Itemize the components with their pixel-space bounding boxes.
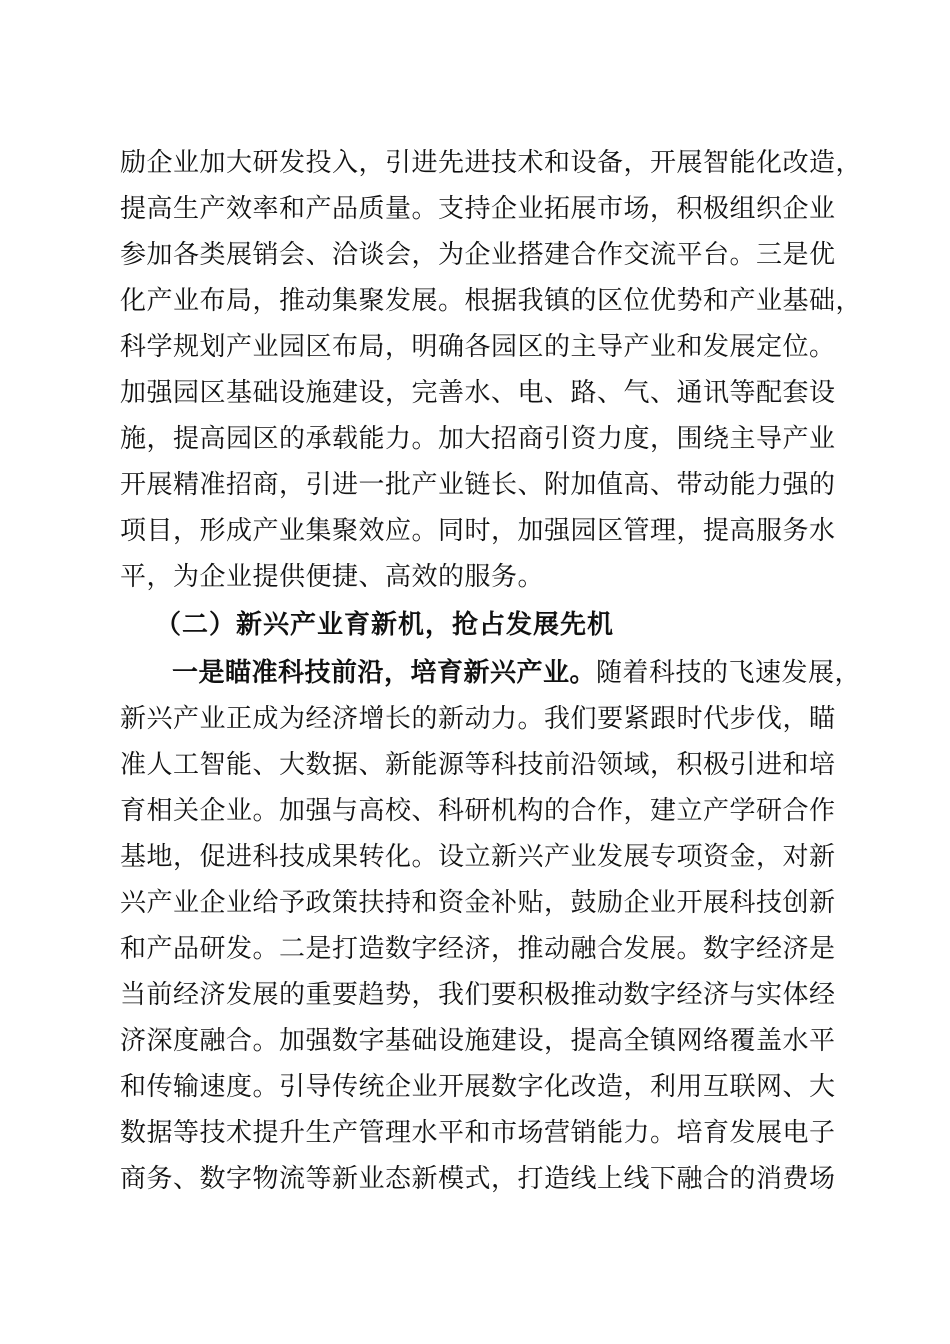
paragraph-line: 项目，形成产业集聚效应。同时，加强园区管理，提高服务水 [120,516,836,546]
paragraph-line: 兴产业企业给予政策扶持和资金补贴，鼓励企业开展科技创新 [120,888,836,918]
paragraph-lead-rest: 随着科技的飞速发展， [596,658,862,688]
paragraph-line: 提高生产效率和产品质量。支持企业拓展市场，积极组织企业 [120,194,836,224]
paragraph-line: 当前经济发展的重要趋势，我们要积极推动数字经济与实体经 [120,980,836,1010]
paragraph-line: 数据等技术提升生产管理水平和市场营销能力。培育发展电子 [120,1118,836,1148]
paragraph-line: 施，提高园区的承载能力。加大招商引资力度，围绕主导产业 [120,424,836,454]
paragraph-line: 化产业布局，推动集聚发展。根据我镇的区位优势和产业基础， [120,286,863,316]
paragraph-line: 育相关企业。加强与高校、科研机构的合作，建立产学研合作 [120,796,836,826]
paragraph-line: 励企业加大研发投入，引进先进技术和设备，开展智能化改造， [120,148,863,178]
paragraph-line: 科学规划产业园区布局，明确各园区的主导产业和发展定位。 [120,332,836,362]
paragraph-line: 准人工智能、大数据、新能源等科技前沿领域，积极引进和培 [120,750,836,780]
section-heading: （二）新兴产业育新机，抢占发展先机 [155,610,615,640]
paragraph-line: 新兴产业正成为经济增长的新动力。我们要紧跟时代步伐，瞄 [120,704,836,734]
paragraph-lead-bold: 一是瞄准科技前沿，培育新兴产业。 [172,658,597,688]
paragraph-line: 参加各类展销会、洽谈会，为企业搭建合作交流平台。三是优 [120,240,836,270]
paragraph-line: 济深度融合。加强数字基础设施建设，提高全镇网络覆盖水平 [120,1026,836,1056]
paragraph-line: 基地，促进科技成果转化。设立新兴产业发展专项资金，对新 [120,842,836,872]
paragraph-line: 开展精准招商，引进一批产业链长、附加值高、带动能力强的 [120,470,836,500]
paragraph-line: 平，为企业提供便捷、高效的服务。 [120,562,545,592]
paragraph-first-line [172,650,862,696]
paragraph-line: 商务、数字物流等新业态新模式，打造线上线下融合的消费场 [120,1164,836,1194]
paragraph-line: 加强园区基础设施建设，完善水、电、路、气、通讯等配套设 [120,378,836,408]
paragraph-line: 和产品研发。二是打造数字经济，推动融合发展。数字经济是 [120,934,836,964]
paragraph-line: 和传输速度。引导传统企业开展数字化改造，利用互联网、大 [120,1072,836,1102]
